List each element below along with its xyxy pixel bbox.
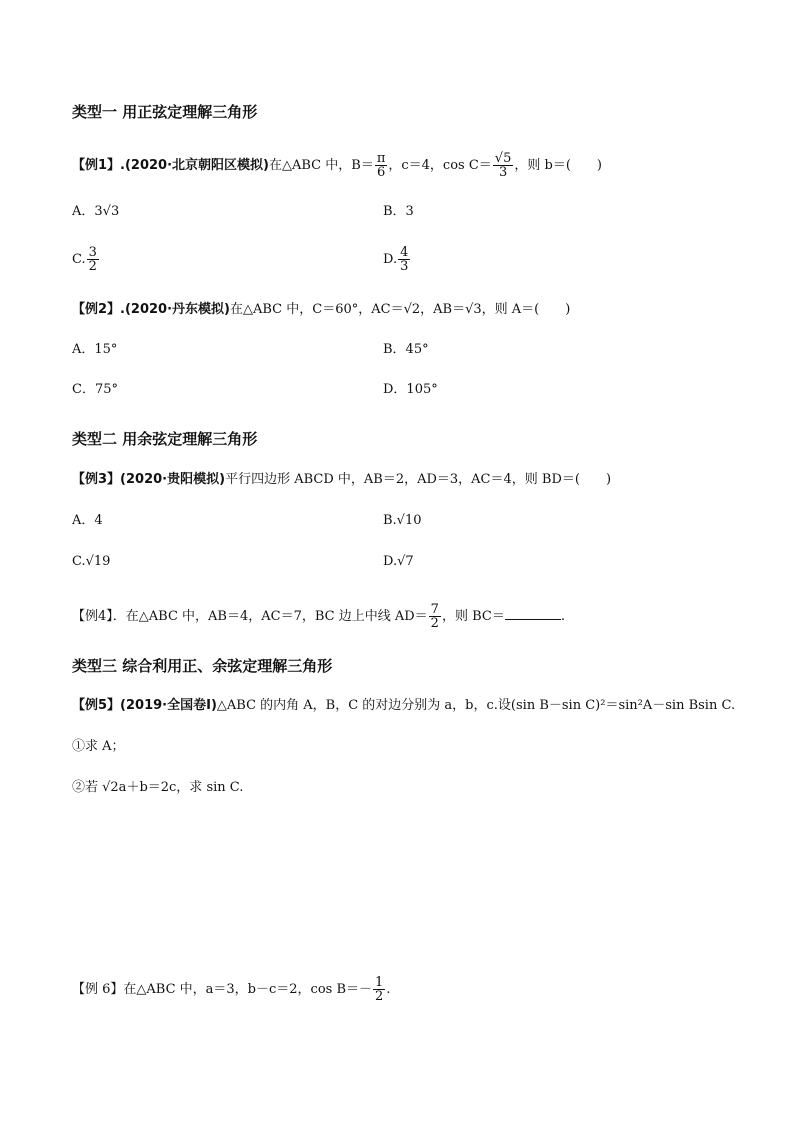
example-3-tag: 【例3】 xyxy=(72,472,121,487)
example-3-option-a: A．4 xyxy=(72,513,103,528)
fraction-pi-over-6 xyxy=(375,152,388,179)
fraction-numerator: 4 xyxy=(400,245,409,260)
example-1-option-d xyxy=(383,246,411,273)
example-1-option-a: A．3√3 xyxy=(72,204,120,219)
example-5-stem xyxy=(72,696,735,716)
fraction-denominator: 2 xyxy=(88,259,97,274)
example-3-option-b: B.√10 xyxy=(383,513,422,528)
example-2-option-a: A．15° xyxy=(72,342,118,357)
example-5-text: △ABC 的内角 A，B，C 的对边分别为 a，b，c.设(sin B－sin C)²＝sin²A－sin Bsin C. xyxy=(216,698,736,713)
example-2-text: 在△ABC 中，C＝60°，AC＝√2，AB＝√3，则 A＝( ) xyxy=(230,302,571,317)
example-3-option-d: D.√7 xyxy=(383,554,414,569)
example-5-tag: 【例5】 xyxy=(72,698,121,713)
example-4-text-1: 【例4】．在△ABC 中，AB＝4，AC＝7，BC 边上中线 AD＝ xyxy=(72,609,428,624)
option-label: C. xyxy=(72,252,86,267)
example-2-source: (2020·丹东模拟) xyxy=(124,302,230,317)
example-1-text-2: ，c＝4，cos C＝ xyxy=(388,158,492,173)
section-title-2: 类型二 用余弦定理解三角形 xyxy=(72,430,258,448)
fraction-numerator: 3 xyxy=(88,245,97,260)
section-title-1: 类型一 用正弦定理解三角形 xyxy=(72,103,258,121)
example-4-end: . xyxy=(560,609,565,624)
fraction-denominator: 3 xyxy=(400,259,409,274)
fraction-denominator: 3 xyxy=(498,165,508,180)
example-1-option-b: B．3 xyxy=(383,204,414,219)
fraction-4-over-3 xyxy=(398,246,410,273)
fraction-denominator: 2 xyxy=(430,616,439,631)
example-1-text-3: ，则 b＝( ) xyxy=(514,158,602,173)
fraction-denominator: 2 xyxy=(375,989,384,1004)
fraction-7-over-2 xyxy=(429,603,441,630)
fraction-numerator: 7 xyxy=(430,602,439,617)
example-2-tag: 【例2】. xyxy=(72,302,125,317)
answer-blank xyxy=(505,606,561,620)
fraction-numerator: √5 xyxy=(494,151,512,166)
example-5-question-2: ②若 √2a＋b＝2c，求 sin C. xyxy=(72,780,244,795)
example-4-text-2: ，则 BC＝ xyxy=(441,609,505,624)
section-title-3: 类型三 综合利用正、余弦定理解三角形 xyxy=(72,657,333,675)
example-1-tag: 【例1】. xyxy=(72,158,125,173)
fraction-numerator: 1 xyxy=(375,975,384,990)
fraction-numerator: π xyxy=(376,151,386,166)
example-3-source: (2020·贵阳模拟) xyxy=(120,472,226,487)
example-1-option-c xyxy=(72,246,100,273)
example-6-stem xyxy=(72,976,390,1003)
example-2-option-b: B．45° xyxy=(383,342,429,357)
example-2-option-c: C．75° xyxy=(72,382,118,397)
example-4-stem xyxy=(72,603,565,630)
example-5-question-1: ①求 A； xyxy=(72,739,125,754)
example-5-source: (2019·全国卷Ⅰ) xyxy=(120,698,217,713)
option-label: D. xyxy=(383,252,398,267)
example-3-option-c: C.√19 xyxy=(72,554,111,569)
example-1-source: (2020·北京朝阳区模拟) xyxy=(124,158,269,173)
example-2-option-d: D．105° xyxy=(383,382,438,397)
fraction-denominator: 6 xyxy=(376,165,386,180)
example-6-end: . xyxy=(386,982,391,997)
example-3-text: 平行四边形 ABCD 中，AB＝2，AD＝3，AC＝4，则 BD＝( ) xyxy=(225,472,612,487)
example-6-text-1: 【例 6】在△ABC 中，a＝3，b－c＝2，cos B＝－ xyxy=(72,982,373,997)
example-1-stem xyxy=(72,152,602,179)
fraction-3-over-2 xyxy=(87,246,99,273)
fraction-1-over-2 xyxy=(373,976,385,1003)
example-2-stem xyxy=(72,300,570,320)
fraction-sqrt5-over-3 xyxy=(493,152,514,179)
example-3-stem xyxy=(72,470,611,490)
example-1-text-1: 在△ABC 中，B＝ xyxy=(269,158,374,173)
